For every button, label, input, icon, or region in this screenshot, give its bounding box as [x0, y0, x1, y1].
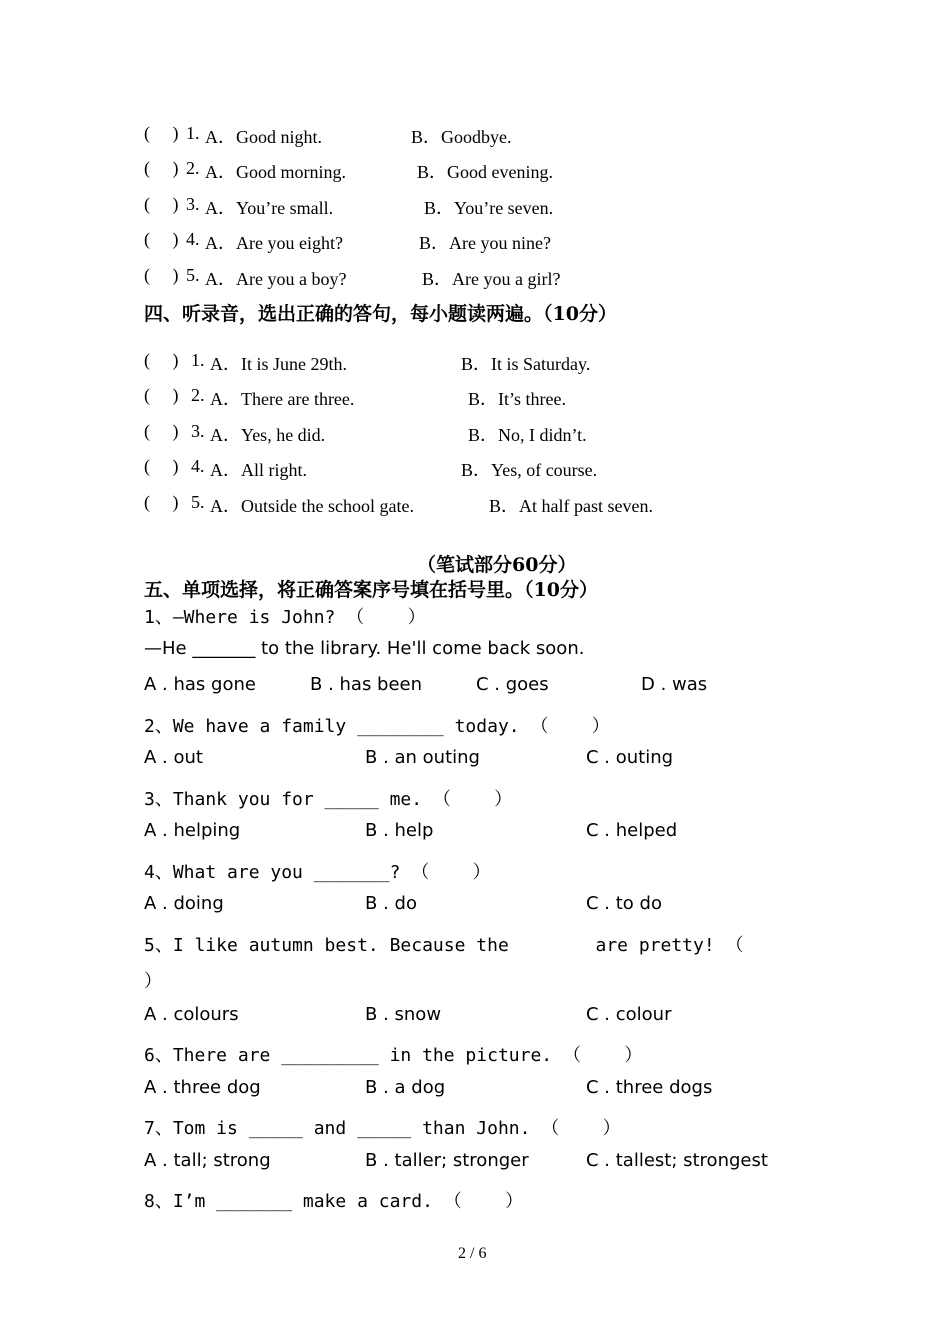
- q7-option-b[interactable]: B . taller; stronger: [365, 1150, 529, 1171]
- q5-option-b[interactable]: B . snow: [365, 1004, 442, 1025]
- question-5-continuation: ）: [144, 971, 162, 992]
- item-number: 2.: [191, 385, 205, 405]
- question-5-stem: 5、I like autumn best. Because the are pretty! （: [144, 935, 744, 956]
- page-number: 2 / 6: [458, 1245, 487, 1262]
- answer-paren[interactable]: ( ): [144, 492, 179, 512]
- answer-paren[interactable]: ( ): [144, 194, 179, 214]
- item-number: 1.: [191, 350, 205, 370]
- q4-option-c[interactable]: C . to do: [586, 893, 662, 914]
- q2-option-c[interactable]: C . outing: [586, 747, 674, 768]
- option-a: A．Yes, he did.: [210, 425, 326, 445]
- option-b: B．Good evening.: [417, 162, 553, 182]
- answer-paren[interactable]: ( ): [144, 456, 179, 476]
- question-3-stem: 3、Thank you for _____ me. （ ）: [144, 789, 513, 810]
- item-number: 4.: [191, 456, 205, 476]
- answer-paren[interactable]: ( ): [144, 123, 179, 143]
- q3-option-a[interactable]: A . helping: [144, 820, 241, 841]
- answer-paren[interactable]: ( ): [144, 265, 179, 285]
- q1-option-a[interactable]: A . has gone: [144, 674, 256, 695]
- written-part-title: （笔试部分60分）: [417, 554, 577, 576]
- item-number: 3.: [186, 194, 200, 214]
- item-number: 2.: [186, 158, 200, 178]
- q4-option-b[interactable]: B . do: [365, 893, 417, 914]
- option-a: A．There are three.: [210, 389, 355, 409]
- item-number: 1.: [186, 123, 200, 143]
- option-a: A．It is June 29th.: [210, 354, 347, 374]
- q2-option-a[interactable]: A . out: [144, 747, 203, 768]
- option-b: B．You’re seven.: [424, 198, 554, 218]
- answer-paren[interactable]: ( ): [144, 158, 179, 178]
- option-a: A．Good morning.: [205, 162, 346, 182]
- item-number: 3.: [191, 421, 205, 441]
- option-a: A．Good night.: [205, 127, 322, 147]
- q3-option-b[interactable]: B . help: [365, 820, 434, 841]
- q1-option-c[interactable]: C . goes: [476, 674, 549, 695]
- q4-option-a[interactable]: A . doing: [144, 893, 224, 914]
- option-a: A．All right.: [210, 460, 307, 480]
- question-1-line2: —He _______ to the library. He'll come back soon.: [144, 638, 585, 659]
- answer-paren[interactable]: ( ): [144, 385, 179, 405]
- q6-option-a[interactable]: A . three dog: [144, 1077, 261, 1098]
- item-number: 5.: [186, 265, 200, 285]
- question-6-stem: 6、There are _________ in the picture. （ ）: [144, 1045, 643, 1066]
- question-7-stem: 7、Tom is _____ and _____ than John. （ ）: [144, 1118, 621, 1139]
- question-1-stem: 1、—Where is John? （ ）: [144, 607, 426, 628]
- q6-option-c[interactable]: C . three dogs: [586, 1077, 713, 1098]
- item-number: 5.: [191, 492, 205, 512]
- q2-option-b[interactable]: B . an outing: [365, 747, 480, 768]
- option-b: B．Yes, of course.: [461, 460, 598, 480]
- option-a: A．You’re small.: [205, 198, 334, 218]
- answer-paren[interactable]: ( ): [144, 350, 179, 370]
- q1-option-d[interactable]: D . was: [641, 674, 708, 695]
- q3-option-c[interactable]: C . helped: [586, 820, 678, 841]
- q7-option-a[interactable]: A . tall; strong: [144, 1150, 271, 1171]
- option-b: B．Are you nine?: [419, 233, 551, 253]
- q5-option-a[interactable]: A . colours: [144, 1004, 239, 1025]
- option-b: B．It’s three.: [468, 389, 566, 409]
- section4-heading: 四、听录音，选出正确的答句，每小题读两遍。（10分）: [144, 303, 617, 325]
- option-a: A．Are you a boy?: [205, 269, 347, 289]
- option-a: A．Outside the school gate.: [210, 496, 414, 516]
- question-8-stem: 8、I’m _______ make a card. （ ）: [144, 1191, 524, 1212]
- option-b: B．Are you a girl?: [422, 269, 561, 289]
- option-b: B．It is Saturday.: [461, 354, 591, 374]
- question-2-stem: 2、We have a family ________ today. （ ）: [144, 716, 610, 737]
- answer-paren[interactable]: ( ): [144, 421, 179, 441]
- section5-heading: 五、单项选择，将正确答案序号填在括号里。（10分）: [144, 579, 598, 601]
- option-b: B．Goodbye.: [411, 127, 512, 147]
- answer-paren[interactable]: ( ): [144, 229, 179, 249]
- q6-option-b[interactable]: B . a dog: [365, 1077, 446, 1098]
- option-b: B．At half past seven.: [489, 496, 653, 516]
- question-4-stem: 4、What are you _______? （ ）: [144, 862, 491, 883]
- item-number: 4.: [186, 229, 200, 249]
- q1-option-b[interactable]: B . has been: [310, 674, 423, 695]
- q5-option-c[interactable]: C . colour: [586, 1004, 672, 1025]
- option-b: B．No, I didn’t.: [468, 425, 587, 445]
- option-a: A．Are you eight?: [205, 233, 343, 253]
- q7-option-c[interactable]: C . tallest; strongest: [586, 1150, 768, 1171]
